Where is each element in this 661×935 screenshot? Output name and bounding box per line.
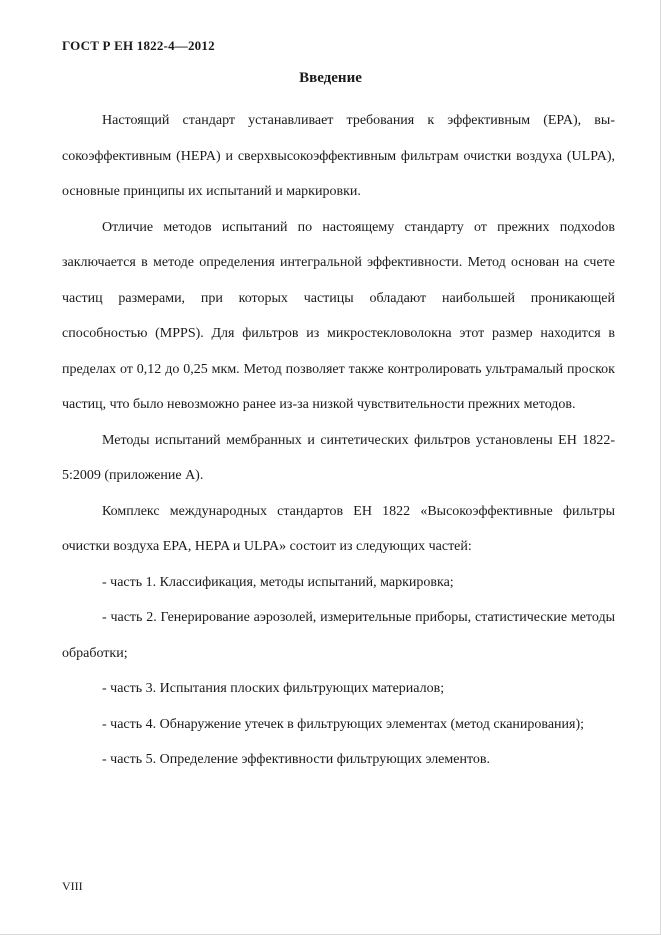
body-text: [62, 103, 615, 778]
paragraph-membrane-filters: Методы испытаний мембранных и синтетических фильтров установлены ЕН 1822-5:2009 (приложение А).: [62, 432, 615, 483]
paragraph-scope: Настоящий стандарт устанавливает требования к эффективным (EPA), высокоэффективным (HEPA) и сверхвысокоэффективным фильтрам очистки воздуха (ULPA), основные принципы их испытаний и маркировки.: [62, 113, 615, 199]
paragraph-standard-parts-intro: Комплекс международных стандартов ЕН 1822 «Высокоэффективные фильтры очистки воздуха EPA, HEPA и ULPA» состоит из следующих частей:: [62, 503, 615, 554]
list-item-part-1: - часть 1. Классификация, методы испытаний, маркировка;: [102, 574, 454, 590]
document-code-header: ГОСТ Р ЕН 1822-4—2012: [62, 38, 215, 53]
page-number: VIII: [62, 879, 83, 893]
list-item-part-5: - часть 5. Определение эффективности фильтрующих элементов.: [102, 752, 491, 767]
paragraph-method-difference: Отличие методов испытаний по настоящему стандарту от прежних подхоdов заключается в методе определения интегральной эффективности. Метод основан на счете частиц размерами, при которых частицы обладают наибольшей проникающей способностью (MPPS). Для фильтров из микростекловолокна этот размер находится в пределах от 0,12 до 0,25 мкм. Метод позволяет также контролировать ультрамалый проскок частиц, что было невозможно ранее из-за низкой чувствительности прежних методов.: [62, 219, 615, 412]
list-item-part-4: - часть 4. Обнаружение утечек в фильтрующих элементах (метод сканирования);: [102, 716, 585, 732]
list-item-part-2: - часть 2. Генерирование аэрозолей, измерительные приборы, статистические методы обработки;: [62, 610, 615, 661]
list-item-part-3: - часть 3. Испытания плоских фильтрующих материалов;: [102, 681, 445, 696]
section-title: Введение: [299, 70, 362, 86]
